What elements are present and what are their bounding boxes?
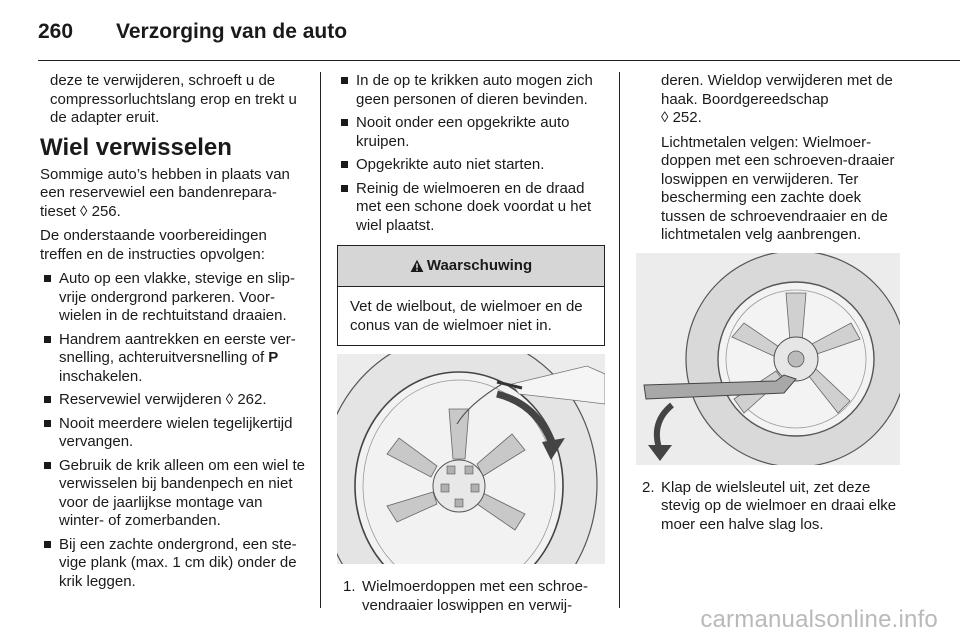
list-item (40, 457, 305, 531)
reference-icon: ◊ (225, 391, 234, 408)
warning-title: Waarschuwing (426, 256, 533, 274)
column-middle (337, 72, 605, 615)
watermark: carmanualsonline.info (700, 606, 938, 633)
step-text: Wielmoerdoppen met een schroe-vendraaier loswippen en verwij- (362, 578, 588, 614)
column-divider (320, 72, 321, 608)
preparation-list (40, 270, 305, 591)
bullet-square-icon (341, 161, 348, 168)
warning-header (338, 246, 604, 287)
step1-continuation (636, 72, 904, 128)
reference-icon: ◊ (80, 202, 88, 220)
bullet-square-icon (44, 541, 51, 548)
paragraph-text: Sommige auto’s hebben in plaats van een reservewiel een bandenrepara-tieset (40, 165, 290, 220)
list-item-text: Bij een zachte ondergrond, een ste-vige plank (max. 1 cm dik) onder de krik leggen. (59, 535, 297, 590)
hubcap-illustration-icon (337, 354, 605, 564)
column-right (636, 72, 904, 534)
list-item (337, 72, 605, 109)
alloy-wheel-paragraph: Lichtmetalen velgen: Wielmoer-doppen met een schroeven-draaier loswippen en verwijderen. Ter bescherming een zachte doek tussen de schroevendraaier en de lichtmetalen velg aanbrengen. (661, 133, 895, 243)
safety-list (337, 72, 605, 235)
step-list (636, 479, 904, 535)
list-item (40, 536, 305, 592)
wheel-wrench-illustration (636, 253, 900, 465)
gear-letter: P (268, 349, 279, 366)
list-item (40, 331, 305, 387)
list-item (337, 114, 605, 151)
step-list (337, 578, 605, 615)
list-item-text: Handrem aantrekken en eerste ver-snelling, achteruitversnelling of (59, 330, 296, 366)
bullet-square-icon (341, 185, 348, 192)
page-reference-link[interactable]: 262. (237, 391, 267, 408)
bullet-square-icon (341, 77, 348, 84)
step-number: 1. (343, 578, 356, 595)
list-item-text: Auto op een vlakke, stevige en slip-vrije ondergrond parkeren. Voor-wielen in de rechtuitstand draaien. (59, 270, 295, 324)
list-item (40, 391, 305, 410)
reference-icon: ◊ (661, 109, 669, 126)
list-item-text: Reinig de wielmoeren en de draad met een schone doek voordat u het wiel plaatst. (356, 179, 592, 234)
list-item-text: Nooit onder een opgekrikte auto kruipen. (356, 114, 570, 150)
page-reference-link[interactable]: 256. (91, 202, 121, 220)
step-text: Klap de wielsleutel uit, zet deze stevig op de wielmoer en draai elke moer een halve slag los. (661, 478, 897, 533)
list-item-text: inschakelen. (59, 367, 143, 385)
page-number: 260 (38, 20, 74, 43)
page-header (38, 14, 347, 50)
step-number: 2. (642, 478, 655, 496)
bullet-square-icon (44, 275, 51, 282)
list-item-text: Reservewiel verwijderen (59, 391, 226, 408)
bullet-square-icon (44, 462, 51, 469)
warning-text: Vet de wielbout, de wielmoer en de conus van de wielmoer niet in. (350, 298, 583, 334)
column-divider (619, 72, 620, 608)
hubcap-removal-illustration (337, 354, 605, 564)
list-item (40, 415, 305, 452)
bullet-square-icon (44, 396, 51, 403)
list-item (40, 270, 305, 326)
column-left (40, 72, 305, 596)
list-item (337, 156, 605, 175)
list-item-text: Nooit meerdere wielen tegelijkertijd vervangen. (59, 414, 293, 450)
page-reference-link[interactable]: 252. (672, 109, 702, 126)
warning-box (337, 245, 605, 346)
bullet-square-icon (44, 336, 51, 343)
list-item-text: Opgekrikte auto niet starten. (356, 156, 545, 173)
intro-paragraph: deze te verwijderen, schroeft u de compressorluchtslang erop en trekt u de adapter eruit. (50, 72, 297, 126)
paragraph-repair-kit (40, 166, 305, 222)
paragraph-preparations: De onderstaande voorbereidingen treffen en de instructies opvolgen: (40, 227, 267, 263)
section-heading: Wiel verwisselen (40, 133, 232, 161)
list-item (636, 479, 904, 535)
chapter-title: Verzorging van de auto (116, 20, 348, 43)
list-item (337, 578, 605, 615)
list-item-text: In de op te krikken auto mogen zich geen personen of dieren bevinden. (356, 72, 593, 108)
bullet-square-icon (341, 119, 348, 126)
wheel-wrench-icon (636, 253, 900, 465)
list-item (337, 180, 605, 236)
bullet-square-icon (44, 420, 51, 427)
header-divider (38, 60, 960, 61)
warning-icon (410, 259, 424, 273)
paragraph-text: deren. Wieldop verwijderen met de haak. Boordgereedschap (661, 72, 893, 108)
list-item-text: Gebruik de krik alleen om een wiel te verwisselen bij bandenpech en niet voor de jaarlijkse montage van winter- of zomerbanden. (59, 456, 305, 529)
